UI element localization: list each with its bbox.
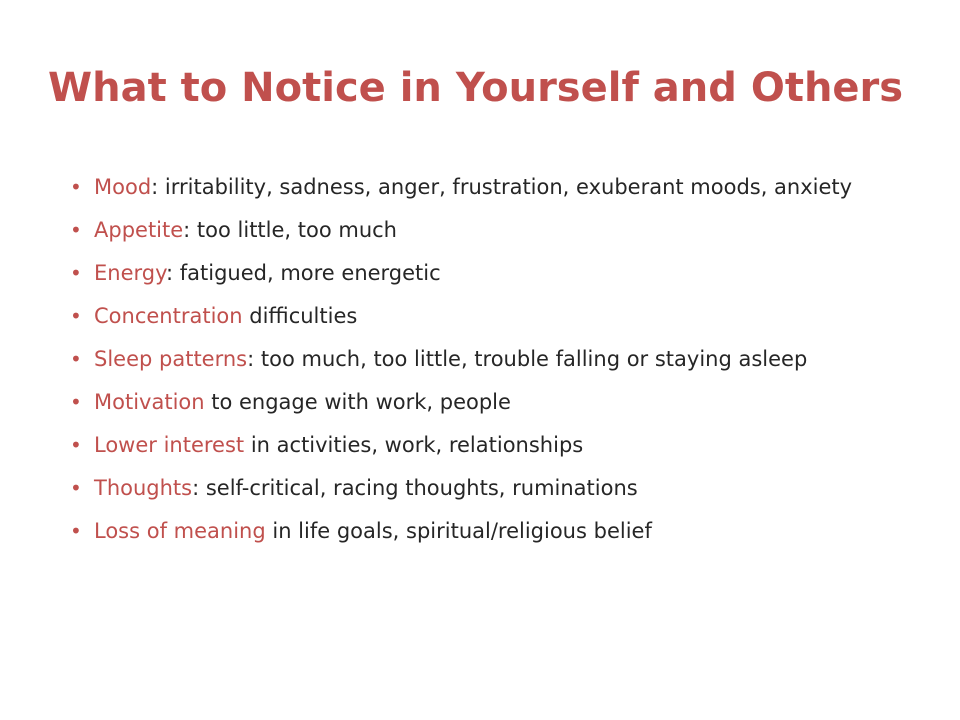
bullet-item-interest [70, 430, 870, 460]
bullet-item-energy [70, 258, 870, 288]
bullet-keyword: Concentration [94, 304, 243, 328]
bullet-keyword: Mood [94, 175, 152, 199]
bullet-item-sleep [70, 344, 870, 374]
bullet-keyword: Loss of meaning [94, 519, 266, 543]
bullet-icon: • [70, 390, 82, 414]
bullet-text: : irritability, sadness, anger, frustration, exuberant moods, anxiety [151, 175, 853, 199]
bullet-icon: • [70, 218, 82, 242]
bullet-icon: • [70, 519, 82, 543]
bullet-text: : self-critical, racing thoughts, ruminations [192, 476, 638, 500]
bullet-text: : fatigued, more energetic [166, 261, 441, 285]
bullet-icon: • [70, 261, 82, 285]
bullet-keyword: Motivation [94, 390, 205, 414]
bullet-keyword: Sleep patterns [94, 347, 248, 371]
bullet-item-meaning [70, 516, 870, 546]
bullet-text: : too little, too much [183, 218, 397, 242]
bullet-icon: • [70, 304, 82, 328]
bullet-list [70, 172, 870, 559]
bullet-item-concentration [70, 301, 870, 331]
bullet-item-thoughts [70, 473, 870, 503]
bullet-icon: • [70, 433, 82, 457]
bullet-keyword: Energy [94, 261, 166, 285]
bullet-text: in activities, work, relationships [244, 433, 584, 457]
bullet-text: to engage with work, people [204, 390, 511, 414]
bullet-item-mood [70, 172, 870, 202]
bullet-text: difficulties [242, 304, 358, 328]
bullet-keyword: Appetite [94, 218, 184, 242]
bullet-keyword: Lower interest [94, 433, 245, 457]
bullet-text: in life goals, spiritual/religious belief [265, 519, 652, 543]
slide-title: What to Notice in Yourself and Others [48, 65, 904, 111]
bullet-icon: • [70, 175, 82, 199]
bullet-icon: • [70, 347, 82, 371]
bullet-icon: • [70, 476, 82, 500]
bullet-text: : too much, too little, trouble falling or staying asleep [247, 347, 808, 371]
bullet-item-appetite [70, 215, 870, 245]
bullet-item-motivation [70, 387, 870, 417]
bullet-keyword: Thoughts [94, 476, 193, 500]
